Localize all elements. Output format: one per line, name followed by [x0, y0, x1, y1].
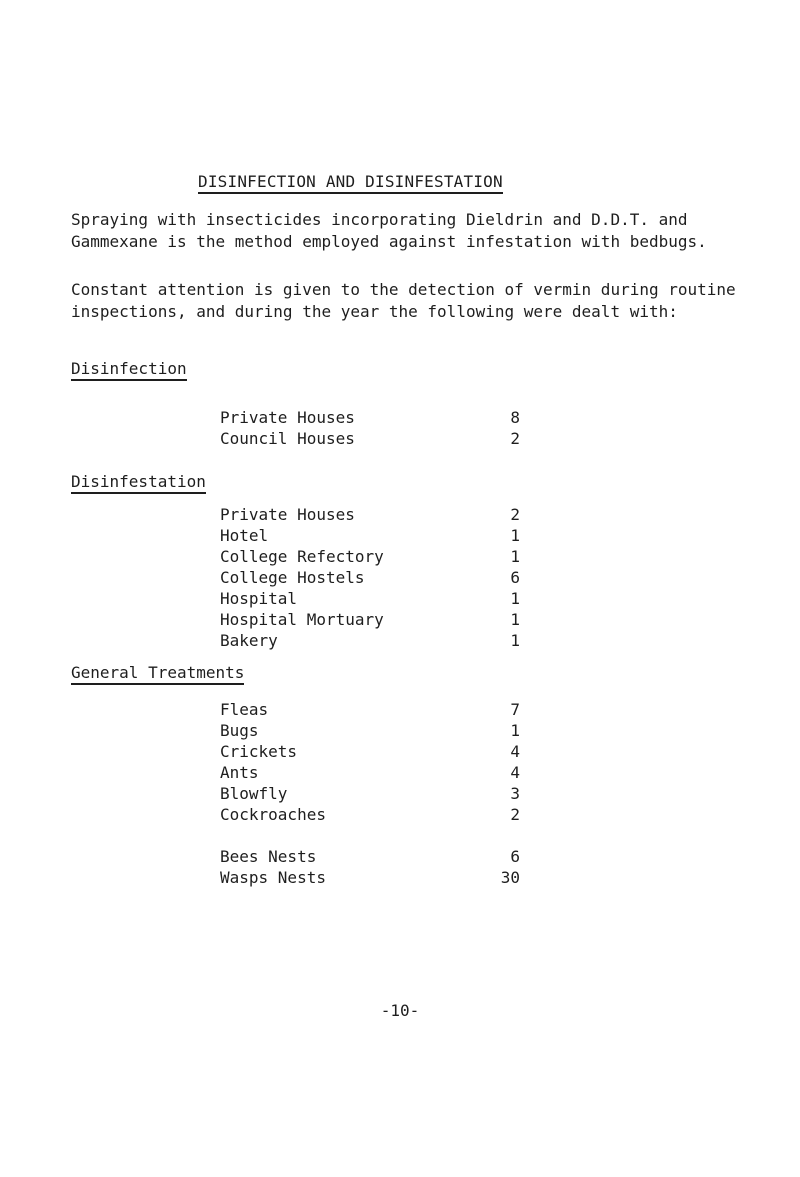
item-label: Council Houses — [220, 429, 355, 448]
paragraph-vermin: Constant attention is given to the detection of vermin during routine inspections, and during the year the following were dealt with: — [71, 280, 736, 321]
item-count: 8 — [510, 408, 520, 427]
item-label: Bugs — [220, 721, 259, 740]
item-count: 4 — [510, 742, 520, 761]
section-heading-disinfestation: Disinfestation — [71, 472, 206, 494]
item-label: Private Houses — [220, 505, 355, 524]
item-count: 1 — [510, 547, 520, 566]
list-item — [220, 720, 520, 741]
item-count: 1 — [510, 721, 520, 740]
list-item — [220, 699, 520, 720]
list-item — [220, 762, 520, 783]
list-item — [220, 783, 520, 804]
item-label: Bakery — [220, 631, 278, 650]
item-label: Wasps Nests — [220, 868, 326, 887]
item-count: 3 — [510, 784, 520, 803]
item-label: Bees Nests — [220, 847, 317, 866]
item-label: Crickets — [220, 742, 298, 761]
list-item — [220, 609, 520, 630]
item-label: Cockroaches — [220, 805, 326, 824]
item-label: Hospital Mortuary — [220, 610, 384, 629]
list-item — [220, 846, 520, 867]
list-item — [220, 867, 520, 888]
section-heading-general-treatments: General Treatments — [71, 663, 244, 685]
list-item — [220, 407, 520, 428]
item-label: Ants — [220, 763, 259, 782]
list-item — [220, 588, 520, 609]
list-item — [220, 567, 520, 588]
list-item — [220, 741, 520, 762]
item-label: Fleas — [220, 700, 269, 719]
item-label: Hotel — [220, 526, 269, 545]
list-item — [220, 630, 520, 651]
list-item — [220, 525, 520, 546]
item-label: Private Houses — [220, 408, 355, 427]
list-item — [220, 546, 520, 567]
item-count: 7 — [510, 700, 520, 719]
page-number: -10- — [380, 1001, 420, 1020]
list-item — [220, 504, 520, 525]
item-count: 1 — [510, 526, 520, 545]
item-count: 1 — [510, 589, 520, 608]
item-count: 4 — [510, 763, 520, 782]
item-label: Hospital — [220, 589, 298, 608]
item-count: 1 — [510, 610, 520, 629]
item-count: 2 — [510, 505, 520, 524]
paragraph-spraying: Spraying with insecticides incorporating Dieldrin and D.D.T. and Gammexane is the method employed against infestation with bedbugs. — [71, 210, 707, 251]
item-count: 2 — [510, 429, 520, 448]
item-label: College Hostels — [220, 568, 365, 587]
item-label: College Refectory — [220, 547, 384, 566]
item-label: Blowfly — [220, 784, 288, 803]
list-item — [220, 428, 520, 449]
item-count: 6 — [510, 847, 520, 866]
page-title: DISINFECTION AND DISINFESTATION — [198, 172, 503, 194]
item-count: 30 — [500, 868, 520, 887]
item-count: 2 — [510, 805, 520, 824]
item-count: 1 — [510, 631, 520, 650]
list-item — [220, 804, 520, 825]
item-count: 6 — [510, 568, 520, 587]
section-heading-disinfection: Disinfection — [71, 359, 187, 381]
